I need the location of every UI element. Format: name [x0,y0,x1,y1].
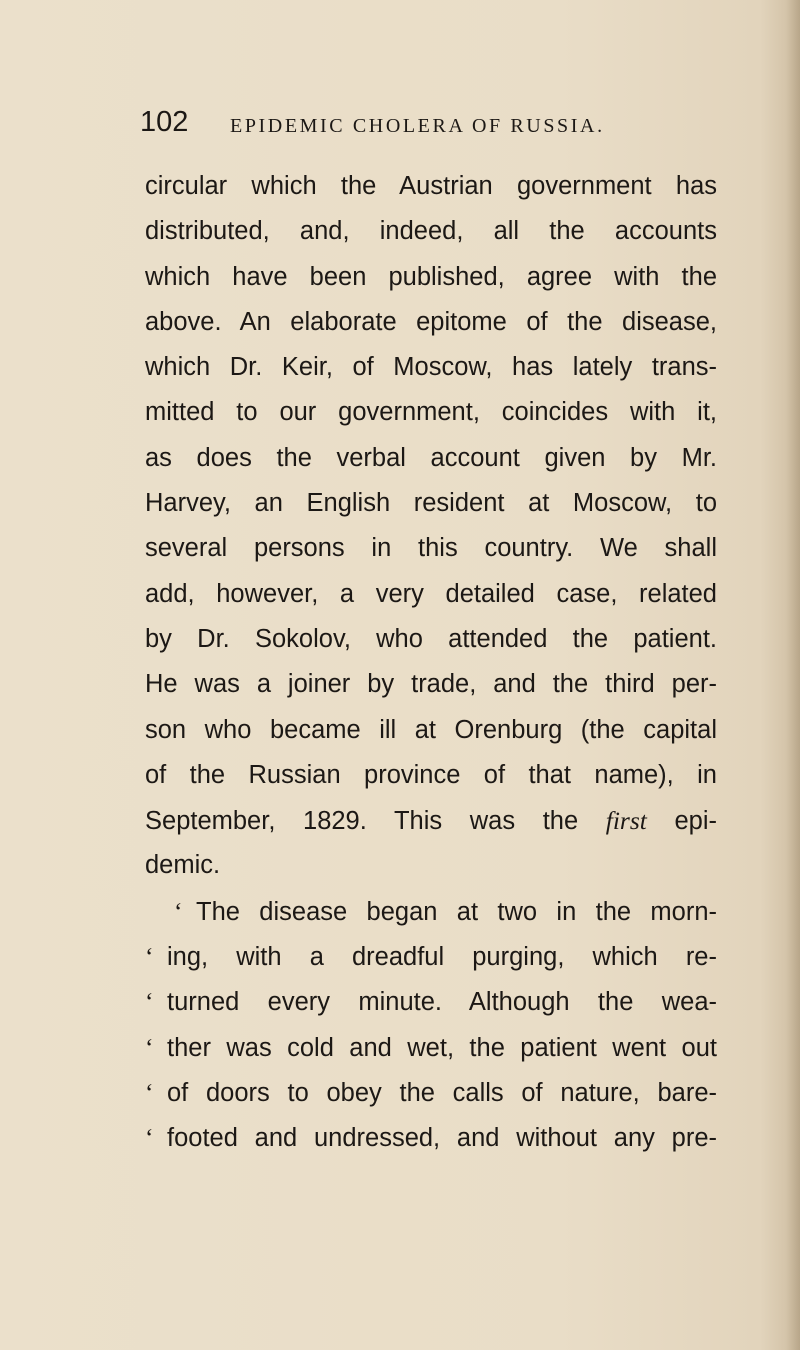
quote-mark: ‘ [145,942,154,972]
quote-mark: ‘ [145,1032,154,1062]
quote-line [145,934,717,979]
quote-line [145,1070,717,1115]
quote-text: ther was cold and wet, the patient went out [167,1033,717,1062]
quote-mark: ‘ [145,1077,154,1107]
text-line: son who became ill at Orenburg (the capital [145,715,717,744]
text-line: of the Russian province of that name), in [145,760,717,789]
text-fragment: September, 1829. This was the [145,807,606,836]
text-line: add, however, a very detailed case, related [145,579,717,608]
body-text [145,164,717,1161]
text-line: which have been published, agree with the [145,262,717,291]
italic-word: first [605,806,647,836]
text-fragment: epi- [646,807,717,836]
page-edge-shadow [786,0,800,1350]
quote-text: footed and undressed, and without any pre- [167,1124,717,1153]
quote-text: turned every minute. Although the wea- [167,988,717,1017]
text-line: by Dr. Sokolov, who attended the patient. [145,624,717,653]
text-line: circular which the Austrian government has [145,172,717,200]
running-title: EPIDEMIC CHOLERA OF RUSSIA. [230,115,605,137]
text-line: Harvey, an English resident at Moscow, to [145,489,717,518]
text-line: as does the verbal account given by Mr. [145,443,717,472]
text-line: distributed, and, indeed, all the accounts [145,217,717,246]
text-line: above. An elaborate epitome of the disease, [145,307,717,336]
text-line: several persons in this country. We shall [145,534,717,563]
quote-line [145,1115,717,1160]
quote-line [145,979,717,1024]
quote-mark: ‘ [145,987,154,1017]
text-line: which Dr. Keir, of Moscow, has lately trans- [145,353,717,382]
quote-mark: ‘ [145,1123,154,1153]
text-line: He was a joiner by trade, and the third per- [145,670,717,699]
quote-text: of doors to obey the calls of nature, bare- [167,1078,717,1107]
page-number: 102 [140,106,189,138]
text-line: demic. [145,851,221,880]
quote-line [145,1025,717,1070]
quote-text: The disease began at two in the morn- [196,897,717,926]
quote-mark: ‘ [174,896,183,926]
text-line [145,798,717,843]
quote-line [145,889,717,934]
quote-text: ing, with a dreadful purging, which re- [167,943,717,972]
page-header [140,104,740,144]
text-line: mitted to our government, coincides with it, [145,398,717,427]
